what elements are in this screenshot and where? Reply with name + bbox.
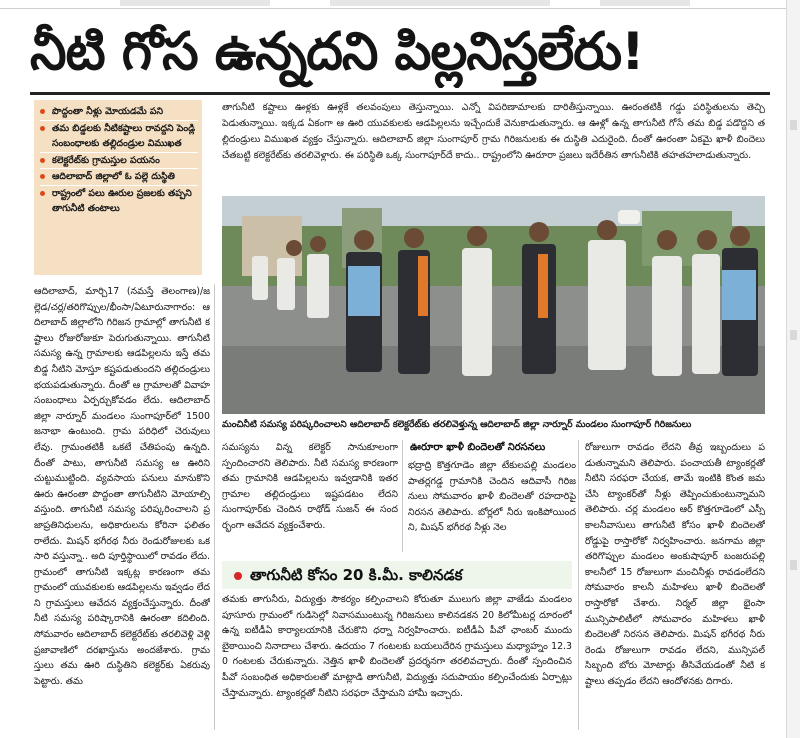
top-page-strip (0, 0, 800, 9)
bullet-icon (40, 158, 45, 163)
middle2-column-text: భద్రాద్రి కొత్తగూడెం జిల్లా టేకులపల్లి మండలం పాతర్లగడ్డ గ్రామానికి చెందిన ఆదివాసీ గిరిజనులు సోమవారం ఖాళీ బిందెలతో రహదారిపై నిరసన తెలిపారు. బోర్లలో నీరు ఇంకిపోయిందని, మిషన్ భగీరథ నీళ్లు నెల (408, 460, 576, 534)
left-column-text: ఆదిలాబాద్, మార్చి17 (నమస్తే తెలంగాణ)/జల్లెడ/చర్ల/తరిగొప్పుల/భీంసా/ఏటూరునాగారం: ఆదిలాబాద్ జిల్లాలోని గిరిజన గ్రామాల్లో తాగునీటి కష్టాలు రోజురోజుకూ పెరుగుతున్నాయి. తాగునీటి సమస్య ఉన్న గ్రామాలకు ఆడపిల్లలను ఇస్తే తమ బిడ్డ నీటిని మోస్తూ కష్టపడుతుందని తల్లిదండ్రులు భయపడుతున్నారు. దీంతో ఆ గ్రామాలతో వివాహ సంబంధాలు ఏర్పర్చుకోవడం లేదు. ఆదిలాబాద్ జిల్లా నార్నూర్ మండలం సుంగాపూర్‌లో 1500 జనాభా ఉంటుంది. గ్రామ పరిధిలో చెరువులు లేవు. గ్రామంతటికీ ఒకటే చేతిపంపు ఉన్నది. దీంతో పాటు, తాగునీటి సమస్య ఆ ఊరిని చుట్టుముట్టింది. వ్యవసాయ పనులు మానుకొని ఊరు ఊరంతా పొద్దంతా తాగునీటిని మోయాల్సి వస్తుంది. తాగునీటి సమస్య పరిష్కరించాలని ప్రజాప్రతినిధులను, అధికారులను కోరినా ఫలితం రాలేదు. మిషన్ భగీరథ నీరు రెండురోజులకు ఒకసారి వస్తున్నా.. అది పూర్తిస్థాయిలో రావడం లేదు. గ్రామంలో తాగునీటి ఇక్కట్ల కారణంగా తమ గ్రామంలో యువకులకు ఆడపిల్లలను ఇవ్వడం లేదని గ్రామస్తులు ఆవేదన వ్యక్తంచేస్తున్నారు. దీంతో నీటి సమస్య పరిష్కారానికి ఊరంతా కదిలింది. సోమవారం ఆదిలాబాద్ కలెక్టరేట్‌కు తరలివెళ్లి వెళ్లి ప్రజావాణిలో దరఖాస్తును అందజేశారు. గ్రామస్తులు తమ ఊరి దుస్థితిని కలెక్టర్‌కు ఏకరువు పెట్టారు. తమ (34, 286, 210, 687)
right-column-text: రోజులుగా రావడం లేదని తీవ్ర ఇబ్బందులు పడుతున్నామని తెలిపారు. పంచాయతీ ట్యాంకర్లతో నీటిని సరఫరా చేయక, తామే ఇంటికి కొంత జమ చేసి ట్యాంకర్‌తో నీళ్లు తెప్పించుకుంటున్నామని తెలిపారు. చర్ల మండలం ఆర్ కొత్తగూడెంలో ఎస్సీ కాలనీవాసులు తాగునీటి కోసం ఖాళీ బిందెలతో రోడ్డుపై రాస్తారోకో నిర్వహించారు. జనగామ జిల్లా తరిగొప్పుల మండలం అంకుషాపూర్ బంజరుపల్లి కాలనీలో 15 రోజులుగా మంచినీళ్లు రావడంలేదని సోమవారం కాలనీ మహిళలు ఖాళీ బిందెలతో రాస్తారోకో చేశారు. నిర్మల్ జిల్లా భైంసా మున్సిపాలిటీలో సోమవారం మహిళలు ఖాళీ బిందెలతో నిరసన తెలిపారు. మిషన్ భగీరథ నీరు రెండు రోజులుగా రావడం లేదని, మున్సిపల్ సిబ్బంది బోరు మోటార్లు తీసివేయడంతో నీటి కష్టాలు తప్పడం లేదని ఆందోళనకు దిగారు. (585, 442, 765, 687)
news-photo (222, 196, 765, 414)
highlight-item: కలెక్టరేట్‌కు గ్రామస్తుల పయనం (40, 153, 198, 170)
bullet-icon (40, 174, 45, 179)
highlight-item: పొద్దంతా నీళ్లు మోయడమే పని (40, 104, 198, 121)
section-heading: ఊరూరా ఖాళీ బిందెలతో నిరసనలు (410, 442, 546, 453)
intro-paragraph: తాగునీటి కష్టాలు ఊళ్లకు ఊళ్లకే తలవంపులు తెస్తున్నాయి. ఎన్నో విపరిణామాలకు దారితీస్తున్నాయి. ఊరంతటికీ గడ్డు పరిస్థితులను తెచ్చి పెడుతున్నాయి. ఇక్కడ ఏకంగా ఆ ఊరి యువకులకు ఆడపిల్లలను ఇచ్చేందుకే వెనుకాడుతున్నారు. ఆ ఊళ్లో ఉన్న తాగునీటి గోసే తమ బిడ్డ పడొద్దని తల్లిదండ్రులు విముఖత వ్యక్తం చేస్తున్నారు. ఆదిలాబాద్ జిల్లా సుంగాపూర్ గ్రామ గిరిజనులకు ఈ దుస్థితి ఎదురైంది. దీంతో ఊరంతా ఏకమై ఖాళీ బిందెలు చేతబట్టి కలెక్టరేట్‌కు తరలివెళ్లారు. ఈ పరిస్థితి ఒక్క సుంగాపూర్‌దే కాదు.. రాష్ట్రంలోని ఊరూరా ప్రజలు ఇదేరీతిన తాగునీటికి తహతహలాడుతున్నారు. (222, 102, 765, 161)
bullet-icon (40, 191, 45, 196)
photo-caption: మంచినీటి సమస్య పరిష్కరించాలని ఆదిలాబాద్ కలెక్టరేట్‌కు తరలివెళ్తున్న ఆదిలాబాద్ జిల్లా నార్నూర్ మండలం సుంగాపూర్ గిరిజనులు (222, 419, 692, 430)
column-divider (578, 440, 579, 730)
photo-illustration (222, 196, 765, 414)
highlight-item: ఆదిలాబాద్ జిల్లాలో ఓ పల్లె దుస్థితి (40, 169, 198, 186)
highlight-item: తమ బిడ్డలకు నీటికష్టాలు రావద్దని పెండ్లి సంబంధాలకు తల్లిదండ్రుల విముఖత (40, 121, 198, 153)
bullet-icon (234, 572, 242, 580)
headline: నీటి గోస ఉన్నదని పిల్లనిస్తలేరు! (30, 22, 644, 82)
highlights-box (34, 100, 202, 275)
bullet-icon (40, 126, 45, 131)
page-edge (786, 0, 800, 738)
column-divider (214, 284, 215, 730)
highlight-item: రాష్ట్రంలో పలు ఊరుల ప్రజలకు తప్పని తాగునీటి తంటాలు (40, 186, 198, 217)
subhead: తాగునీటి కోసం 20 కి.మీ. కాలినడక (234, 561, 564, 589)
column-divider (402, 440, 403, 552)
bullet-icon (40, 109, 45, 114)
middle-column-text: సమస్యను విన్న కలెక్టర్ సానుకూలంగా స్పందించారని తెలిపారు. నీటి సమస్య కారణంగా తమ గ్రామానికి ఆడపిల్లలను ఇవ్వడానికి ఇతర గ్రామాల తల్లిదండ్రులు ఇష్టపడటం లేదని సుంగాపూర్‌కు చెందిన రాథోడ్ సుజన్ ఈ సందర్భంగా ఆవేదన వ్యక్తంచేశారు. (222, 442, 398, 531)
subhead-column-text: తమకు తాగునీరు, విద్యుత్తు సౌకర్యం కల్పించాలని కోరుతూ ములుగు జిల్లా వాజేడు మండలం పూసూరు గ్రామంలో గుడిసెల్లో నివాసముంటున్న గిరిజనులు కాలినడకన 20 కిలోమీటర్ల దూరంలో ఉన్న ఐటీడీఏ కార్యాలయానికి చేరుకొని ధర్నా నిర్వహించారు. ఐటీడీఏ పీవో ఛాంబర్ ముందు బైఠాయించి నినాదాలు చేశారు. ఉదయం 7 గంటలకు బయలుదేరిన గ్రామస్తులు మధ్యాహ్నం 12.30 గంటలకు చేరుకున్నారు. నెత్తిన ఖాళీ బిందెలతో ప్రదర్శనగా తరలివచ్చారు. దీంతో స్పందించిన పీవో సంబంధిత అధికారులతో మాట్లాడి తాగునీటి, విద్యుత్తు సదుపాయం కల్పించేందుకు ఏర్పాట్లు చేస్తామన్నారు. ట్యాంకర్లతో నీటిని సరఫరా చేస్తామని హామీ ఇచ్చారు. (222, 594, 572, 699)
headline-rule (30, 92, 770, 95)
